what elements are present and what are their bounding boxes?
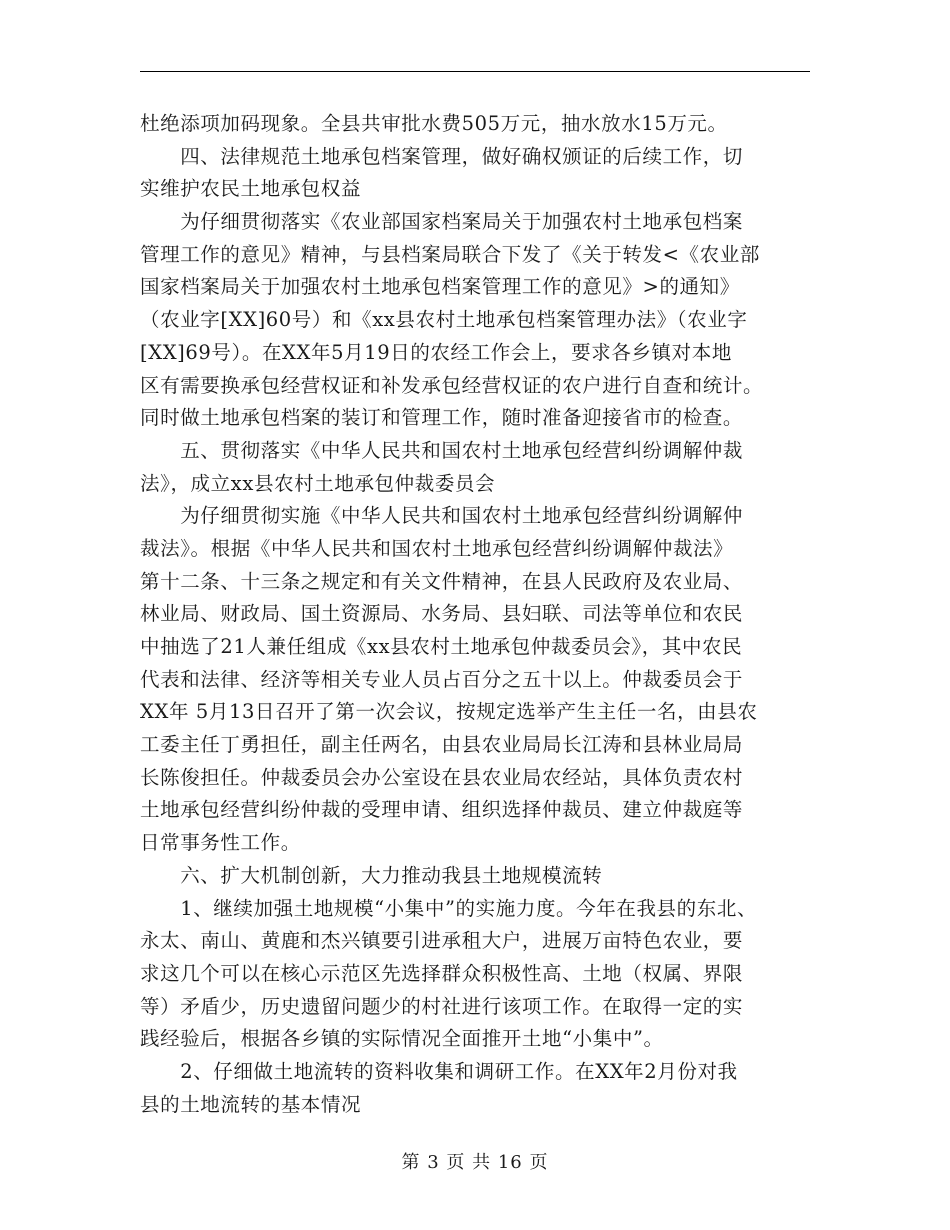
text-line: 2、仔细做土地流转的资料收集和调研工作。在XX年2月份对我	[140, 1059, 738, 1083]
text-line: 中抽选了21人兼任组成《xx县农村土地承包仲裁委员会》，其中农民	[140, 635, 743, 658]
text-line: 1、继续加强土地规模“小集中”的实施力度。今年在我县的东北、	[140, 896, 758, 920]
text-line: 四、法律规范土地承包档案管理，做好确权颁证的后续工作，切	[140, 144, 744, 168]
text-line: 区有需要换承包经营权证和补发承包经营权证的农户进行自查和统计。	[140, 373, 764, 397]
text-line: 管理工作的意见》精神，与县档案局联合下发了《关于转发<《农业部	[140, 242, 760, 266]
text-line: 实维护农民土地承包权益	[140, 177, 362, 201]
text-line: 践经验后，根据各乡镇的实际情况全面推开土地“小集中”。	[140, 1027, 664, 1051]
text-line: 六、扩大机制创新，大力推动我县土地规模流转	[140, 863, 603, 887]
text-line: 日常事务性工作。	[140, 831, 301, 855]
text-line: 永太、南山、黄鹿和杰兴镇要引进承租大户，进展万亩特色农业，要	[140, 929, 744, 953]
text-line: [XX]69号）。在XX年5月19日的农经工作会上，要求各乡镇对本地	[140, 340, 732, 364]
text-line: XX年 5月13日召开了第一次会议，按规定选举产生主任一名，由县农	[140, 700, 758, 724]
text-line: 土地承包经营纠纷仲裁的受理申请、组织选择仲裁员、建立仲裁庭等	[140, 798, 744, 822]
text-line: 第十二条、十三条之规定和有关文件精神，在县人民政府及农业局、	[140, 569, 744, 593]
text-line: 法》，成立xx县农村土地承包仲裁委员会	[140, 471, 496, 495]
text-line: （农业字[XX]60号）和《xx县农村土地承包档案管理办法》（农业字	[140, 308, 748, 332]
text-line: 求这几个可以在核心示范区先选择群众积极性高、土地（权属、界限	[140, 961, 744, 985]
text-line: 同时做土地承包档案的装订和管理工作，随时准备迎接省市的检查。	[140, 406, 744, 430]
text-line: 为仔细贯彻落实《农业部国家档案局关于加强农村土地承包档案	[140, 210, 744, 234]
text-line: 代表和法律、经济等相关专业人员占百分之五十以上。仲裁委员会于	[140, 667, 744, 691]
text-line: 县的土地流转的基本情况	[140, 1092, 362, 1116]
text-line: 工委主任丁勇担任，副主任两名，由县农业局局长江涛和县林业局局	[140, 733, 744, 757]
page-footer: 第 3 页 共 16 页	[401, 1152, 549, 1173]
text-line: 杜绝添项加码现象。全县共审批水费505万元，抽水放水15万元。	[140, 112, 728, 135]
text-line: 等）矛盾少，历史遗留问题少的村社进行该项工作。在取得一定的实	[140, 994, 744, 1018]
document-body	[140, 108, 820, 1121]
text-line: 长陈俊担任。仲裁委员会办公室设在县农业局农经站，具体负责农村	[140, 765, 744, 789]
text-line: 五、贯彻落实《中华人民共和国农村土地承包经营纠纷调解仲裁	[140, 438, 744, 462]
text-line: 裁法》。根据《中华人民共和国农村土地承包经营纠纷调解仲裁法》	[140, 536, 734, 560]
header-rule	[140, 71, 810, 72]
text-line: 为仔细贯彻实施《中华人民共和国农村土地承包经营纠纷调解仲	[140, 504, 744, 528]
text-line: 林业局、财政局、国土资源局、水务局、县妇联、司法等单位和农民	[140, 602, 744, 626]
text-line: 国家档案局关于加强农村土地承包档案管理工作的意见》>的通知》	[140, 275, 740, 299]
